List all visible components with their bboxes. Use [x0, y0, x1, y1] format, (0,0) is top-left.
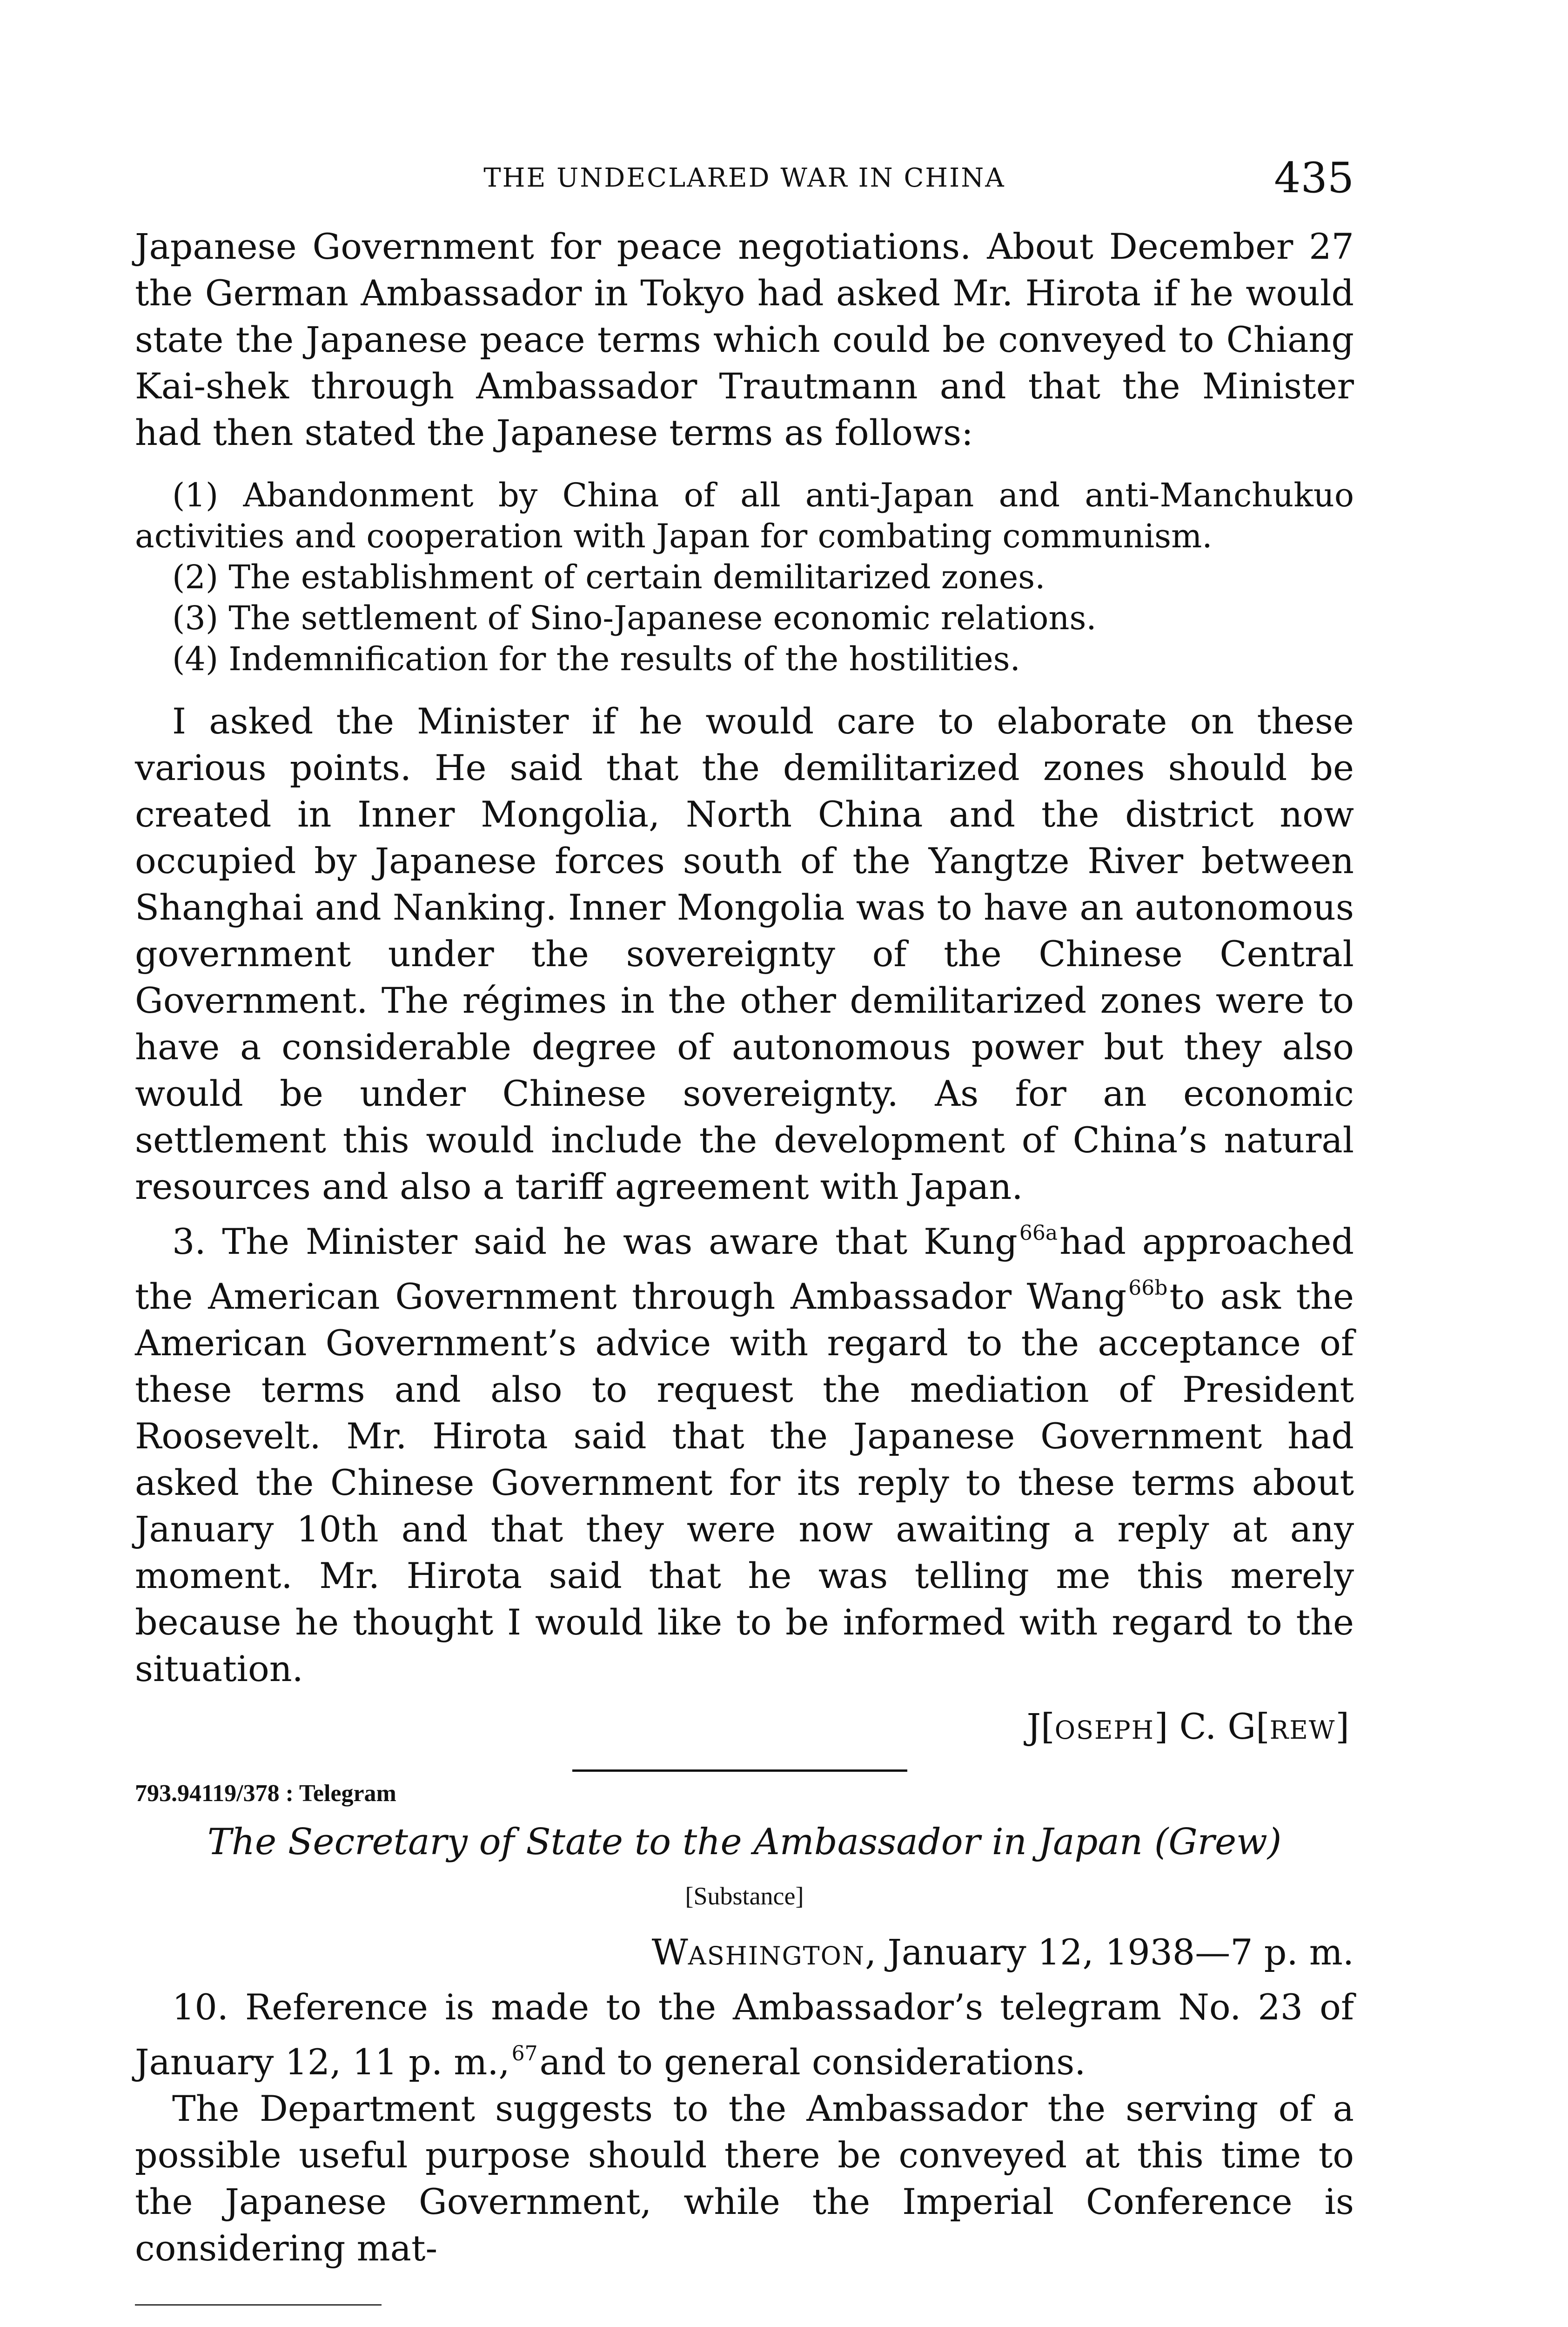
term-item: (2) The establishment of certain demilitarized zones. [172, 558, 1045, 596]
footnote-ref-66b[interactable]: 66b [1128, 1276, 1168, 1300]
term-item: (3) The settlement of Sino-Japanese economic relations. [172, 599, 1097, 637]
file-reference: 793.94119/378 : Telegram [135, 1780, 396, 1807]
dateline [135, 1929, 1354, 1979]
footnote [135, 2324, 1354, 2327]
signature-part: OSEPH [1054, 1715, 1154, 1745]
paragraph-5: The Department suggests to the Ambassador the serving of a possible useful purpose should there be conveyed at this time to the Japanese Government, while the Imperial Conference is considering mat- [135, 2088, 1354, 2269]
term-item: (4) Indemnification for the results of the hostilities. [172, 640, 1020, 678]
document-heading: The Secretary of State to the Ambassador in Japan (Grew) [207, 1821, 1282, 1863]
footnote-ref-66a[interactable]: 66a [1019, 1221, 1058, 1245]
separator-rule [572, 1769, 907, 1772]
paragraph-3-part-c: to ask the American Government’s advice with regard to the acceptance of these terms and also to request the mediation of President Roosevelt. Mr. Hirota said that the Japanese Government had asked the Chinese Government for its reply to these terms about January 10th and that they were now awaiting a reply at any moment. Mr. Hirota said that he was telling me this merely because he thought I would like to be informed with regard to the situation. [135, 1276, 1354, 1689]
substance-label: [Substance] [685, 1882, 804, 1910]
peace-terms-list [135, 475, 1354, 679]
page-number: 435 [1274, 154, 1354, 202]
term-item: (1) Abandonment by China of all anti-Japan and anti-Manchukuo activities and cooperation with Japan for combating communism. [135, 476, 1354, 555]
document-page [135, 154, 1354, 2327]
signature-part: REW [1269, 1715, 1336, 1745]
signature-part: J[ [1026, 1706, 1055, 1747]
signature-part: ] C. G[ [1154, 1706, 1270, 1747]
paragraph-3 [135, 1210, 1354, 1692]
paragraph-1: Japanese Government for peace negotiations. About December 27 the German Ambassador in Tokyo had asked Mr. Hirota if he would state the Japanese peace terms which could be conveyed to Chiang Kai-shek through Ambassador Trautmann and that the Minister had then stated the Japanese terms as follows: [135, 226, 1354, 453]
signature-part: ] [1335, 1706, 1349, 1747]
footnote-ref-67[interactable]: 67 [511, 2042, 538, 2065]
section-separator [135, 1761, 1354, 1780]
dateline-part: ASHINGTON [688, 1941, 865, 1971]
paragraph-4-part-b: and to general considerations. [539, 2041, 1086, 2083]
paragraph-3-part-a: 3. The Minister said he was aware that Kung [172, 1221, 1018, 1262]
footnotes [135, 2324, 1354, 2327]
paragraph-4-part-a: 10. Reference is made to the Ambassador’s telegram No. 23 of January 12, 11 p. m., [135, 1986, 1354, 2083]
dateline-part: W [651, 1931, 688, 1973]
running-head [135, 154, 1354, 205]
signature [135, 1703, 1354, 1754]
dateline-part: , January 12, 1938—7 p. m. [865, 1931, 1354, 1973]
paragraph-2: I asked the Minister if he would care to elaborate on these various points. He said that the demilitarized zones should be created in Inner Mongolia, North China and the district now occupied by Japanese forces south of the Yangtze River between Shanghai and Nanking. Inner Mongolia was to have an autonomous government under the sovereignty of the Chinese Central Government. The régimes in the other demilitarized zones were to have a considerable degree of autonomous power but they also would be under Chinese sovereignty. As for an economic settlement this would include the development of China’s natural resources and also a tariff agreement with Japan. [135, 700, 1354, 1207]
footnote-rule [135, 2304, 382, 2306]
paragraph-3-part-b: had approached the American Government through Ambassador Wang [135, 1221, 1354, 1317]
paragraph-4 [135, 1984, 1354, 2085]
running-head-title: THE UNDECLARED WAR IN CHINA [483, 163, 1005, 193]
